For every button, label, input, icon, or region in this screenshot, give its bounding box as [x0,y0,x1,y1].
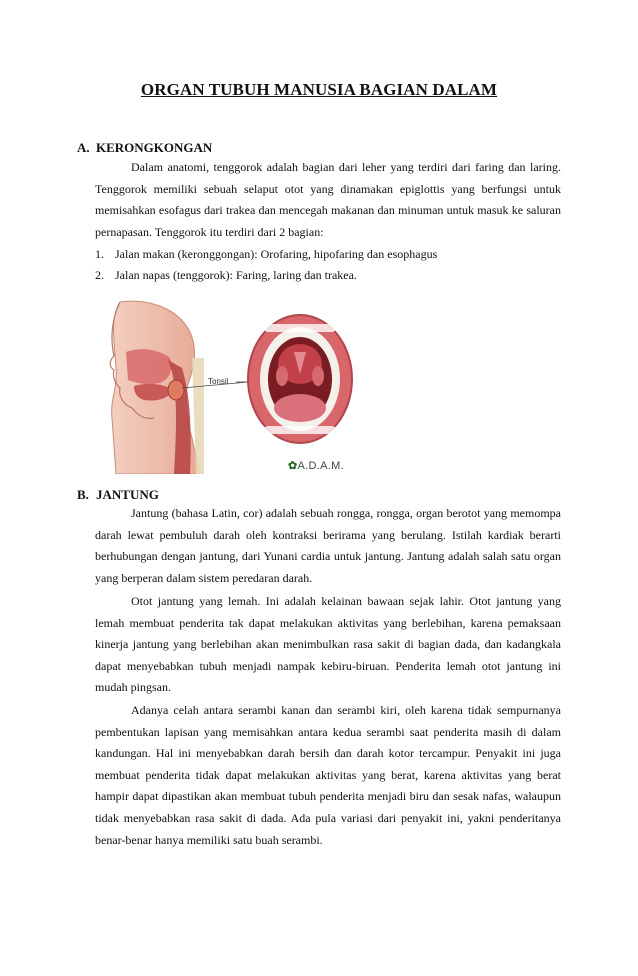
section-title: JANTUNG [96,487,159,502]
section-heading-kerongkongan [77,140,212,156]
paragraph-text: Otot jantung yang lemah. Ini adalah kelainan bawaan sejak lahir. Otot jantung yang lemah membuat penderita tak dapat melakukan aktivitas yang berlebihan, karena pemaksaan kinerja jantung yang berlebihan akan menimbulkan rasa sakit di bagian dada, dan kadangkala dapat menyebabkan tubuh menjadi nampak kebiru-biruan. Penderita lemah otot jantung ini mudah pingsan. [95,594,561,695]
paragraph-text: Dalam anatomi, tenggorok adalah bagian dari leher yang terdiri dari faring dan laring. Tenggorok memiliki sebuah selaput otot yang dinamakan epiglottis yang berfungsi untuk memisahkan esofagus dari trakea dan mencegah makanan dan minuman untuk masuk ke saluran pernapasan. Tenggorok itu terdiri dari 2 bagian: [95,160,561,239]
open-mouth-illustration [246,312,354,446]
section-heading-jantung [77,487,159,503]
section-letter: B. [77,487,89,502]
tonsil-label: Tonsil [208,377,229,386]
list-number: 1. [95,247,104,261]
list-text: Jalan makan (keronggongan): Orofaring, hipofaring dan esophagus [115,247,438,261]
paragraph-text: Jantung (bahasa Latin, cor) adalah sebuah rongga, rongga, organ berotot yang memompa darah lewat pembuluh darah oleh kontraksi berirama yang berulang. Istilah kardiak berarti berhubungan dengan jantung, dari Yunani cardia untuk jantung. Jantung adalah salah satu organ yang berperan dalam sistem peredaran darah. [95,506,561,585]
kerongkongan-list [95,244,565,286]
paragraph-jantung-1 [95,503,561,589]
list-number: 2. [95,268,104,282]
page-title: ORGAN TUBUH MANUSIA BAGIAN DALAM [140,80,498,99]
section-title: KERONGKONGAN [96,140,213,155]
list-item [95,265,565,286]
paragraph-jantung-3 [95,700,561,851]
paragraph-kerongkongan [95,157,561,243]
list-text: Jalan napas (tenggorok): Faring, laring dan trakea. [115,268,357,282]
paragraph-jantung-2 [95,591,561,699]
paragraph-text: Adanya celah antara serambi kanan dan serambi kiri, oleh karena tidak sempurnanya pembentukan lapisan yang memisahkan antara kedua serambi saat penderita masih di dalam kandungan. Hal ini menyebabkan darah bersih dan darah kotor tercampur. Penyakit ini juga membuat penderita tidak dapat melakukan aktivitas yang berat, karena aktivitas yang berat hampir dapat dipastikan akan membuat tubuh penderita menjadi biru dan sesak nafas, walaupun tidak menyebabkan rasa sakit di dada. Ada pula variasi dari penyakit ini, yakni penderitanya benar-benar hanya memiliki satu buah serambi. [95,703,561,847]
adam-credit-logo: ✿A.D.A.M. [288,460,344,472]
credit-text: A.D.A.M. [297,460,344,472]
section-letter: A. [77,140,90,155]
list-item [95,244,565,265]
